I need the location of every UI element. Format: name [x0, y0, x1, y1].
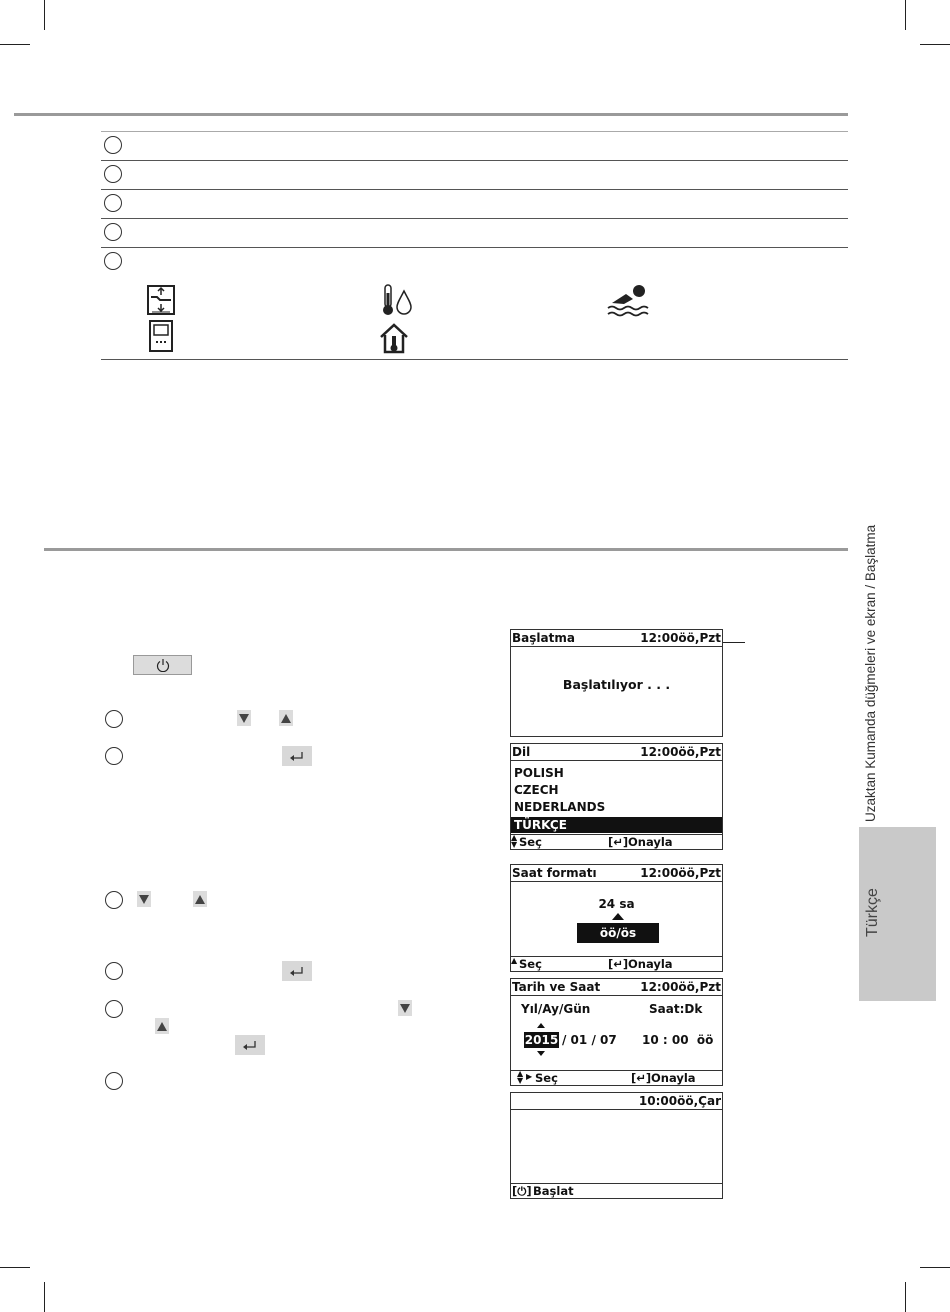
updown-icon: ▲ ▼ — [517, 1069, 524, 1085]
down-arrow-icon — [537, 1051, 545, 1056]
step-circle — [105, 710, 123, 728]
time-value: 10 : 00 öö — [642, 1033, 714, 1047]
screen-header — [511, 865, 722, 882]
power-button-icon — [156, 658, 170, 672]
screen-header — [511, 1093, 722, 1110]
screen-baslatma — [510, 629, 723, 737]
screen-clock: 12:00öö,Pzt — [640, 980, 721, 994]
step-circle — [105, 747, 123, 765]
step-circle — [105, 1000, 123, 1018]
updown-icon: ▲ ▼ — [511, 833, 518, 849]
date-rest: / 01 / 07 — [562, 1033, 617, 1047]
screen-header — [511, 630, 722, 647]
crop-mark — [0, 44, 30, 45]
up-arrow-icon — [155, 1018, 169, 1034]
time-label: Saat:Dk — [649, 1002, 703, 1016]
screen-header — [511, 744, 722, 761]
enter-icon — [235, 1035, 265, 1055]
up-icon: ▲ — [511, 956, 518, 965]
step-circle — [105, 962, 123, 980]
step-circle — [105, 1072, 123, 1090]
enter-icon — [282, 746, 312, 766]
up-arrow-icon — [537, 1023, 545, 1028]
power-button[interactable] — [133, 655, 192, 675]
selected-format-label: öö/ös — [599, 926, 637, 940]
number-circle — [104, 252, 122, 270]
down-arrow-icon — [398, 1000, 412, 1016]
enter-bracket-icon: [↵] — [631, 1071, 652, 1085]
loading-text: Başlatılıyor . . . — [562, 677, 671, 692]
power-bracket-icon: [⏻] — [512, 1184, 532, 1198]
up-arrow-icon — [612, 913, 624, 920]
selected-language-label: TÜRKÇE — [514, 818, 567, 832]
screen-title: Dil — [512, 745, 531, 759]
screen-home — [510, 1092, 723, 1199]
enter-bracket-icon: [↵] — [608, 835, 629, 849]
confirm-label: Onayla — [628, 835, 673, 849]
table-line — [101, 359, 848, 360]
section-side-label: Uzaktan Kumanda düğmeleri ve ekran / Başlatma — [863, 524, 878, 822]
language-option[interactable]: NEDERLANDS — [514, 800, 606, 814]
thermometer-drop-icon — [380, 283, 414, 317]
step-circle — [105, 891, 123, 909]
number-circle — [104, 194, 122, 212]
screen-title: Başlatma — [512, 631, 575, 645]
swimming-icon — [606, 283, 652, 317]
crop-mark — [44, 0, 45, 30]
crop-mark — [905, 0, 906, 30]
select-label: Seç — [519, 835, 542, 849]
select-label: Seç — [519, 957, 542, 971]
year-value: 2015 — [524, 1033, 559, 1047]
heat-pump-icon — [147, 285, 175, 315]
right-icon: ▶ — [526, 1072, 533, 1081]
screen-footer — [511, 1070, 722, 1085]
up-arrow-icon — [193, 891, 207, 907]
screen-clock: 12:00öö,Pzt — [640, 866, 721, 880]
format-option-selected[interactable] — [577, 923, 659, 943]
confirm-label: Onayla — [628, 957, 673, 971]
screen-footer — [511, 1183, 722, 1198]
table-line — [101, 160, 848, 161]
language-option-selected[interactable] — [511, 817, 722, 833]
screen-footer — [511, 834, 722, 849]
pointer-line — [723, 642, 745, 643]
up-arrow-icon — [279, 710, 293, 726]
confirm-label: Onayla — [651, 1071, 696, 1085]
crop-mark — [920, 1267, 950, 1268]
number-circle — [104, 136, 122, 154]
screen-footer — [511, 956, 722, 971]
remote-controller-icon — [149, 320, 173, 352]
screen-date-time — [510, 978, 723, 1086]
screen-language — [510, 743, 723, 850]
date-label: Yıl/Ay/Gün — [521, 1002, 591, 1016]
number-circle — [104, 223, 122, 241]
screen-clock: 12:00öö,Pzt — [640, 631, 721, 645]
enter-bracket-icon: [↵] — [608, 957, 629, 971]
table-line — [101, 131, 848, 132]
number-circle — [104, 165, 122, 183]
screen-clock: 10:00öö,Çar — [638, 1094, 721, 1108]
language-option[interactable]: CZECH — [514, 783, 559, 797]
crop-mark — [44, 1282, 45, 1312]
screen-title: Tarih ve Saat — [512, 980, 601, 994]
year-field[interactable] — [524, 1032, 559, 1048]
screen-header — [511, 979, 722, 996]
section-divider — [44, 548, 848, 551]
crop-mark — [905, 1282, 906, 1312]
down-arrow-icon — [137, 891, 151, 907]
down-arrow-icon — [237, 710, 251, 726]
table-line — [101, 218, 848, 219]
format-option-24h[interactable]: 24 sa — [598, 897, 635, 911]
table-line — [101, 247, 848, 248]
enter-icon — [282, 961, 312, 981]
language-tab-label: Türkçe — [864, 888, 881, 937]
screen-clock: 12:00öö,Pzt — [640, 745, 721, 759]
start-label: Başlat — [533, 1184, 574, 1198]
screen-time-format — [510, 864, 723, 972]
home-icon — [378, 322, 410, 354]
language-option[interactable]: POLISH — [514, 766, 564, 780]
select-label: Seç — [535, 1071, 558, 1085]
crop-mark — [920, 44, 950, 45]
crop-mark — [0, 1267, 30, 1268]
language-tab — [859, 827, 936, 1001]
section-divider — [14, 113, 848, 116]
table-line — [101, 189, 848, 190]
screen-title: Saat formatı — [512, 866, 597, 880]
